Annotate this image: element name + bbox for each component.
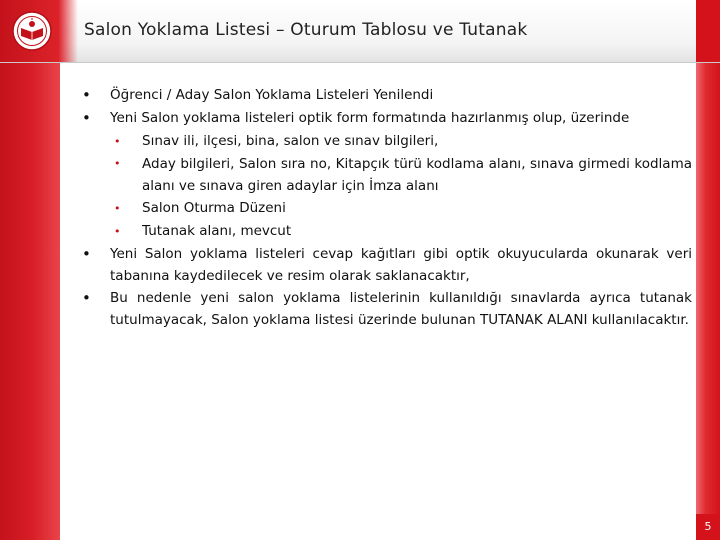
right-red-band — [696, 0, 720, 540]
sub-bullet: • — [114, 157, 121, 170]
bullet: • — [82, 86, 91, 104]
sub-list-item-text: Salon Oturma Düzeni — [142, 200, 286, 216]
page-title: Salon Yoklama Listesi – Oturum Tablosu ve Tutanak — [84, 20, 528, 40]
page-number: 5 — [696, 514, 720, 540]
title-bar — [0, 0, 720, 63]
sub-list-item — [82, 197, 692, 220]
sub-list-item-text: Tutanak alanı, mevcut — [142, 223, 292, 239]
ministry-logo-icon — [12, 11, 52, 51]
sub-list-item — [82, 220, 692, 243]
bullet: • — [82, 245, 91, 263]
list-item — [82, 287, 692, 331]
list-item-text: Yeni Salon yoklama listeleri cevap kağıtları gibi optik okuyucularda okunarak veri tabanına kaydedilecek ve resim olarak saklanacaktır, — [110, 246, 692, 284]
bullet: • — [82, 289, 91, 307]
left-red-band — [0, 0, 60, 540]
content-body — [82, 84, 692, 331]
list-item — [82, 243, 692, 287]
list-item-text: Yeni Salon yoklama listeleri optik form formatında hazırlanmış olup, üzerinde — [110, 110, 630, 126]
list-item — [82, 84, 692, 107]
title-red-accent-right — [696, 0, 720, 62]
list-item-text: Bu nedenle yeni salon yoklama listelerinin kullanıldığı sınavlarda ayrıca tutanak tutulmayacak, Salon yoklama listesi üzerinde bulunan TUTANAK ALANI kullanılacaktır. — [110, 290, 692, 328]
sub-list-item-text: Sınav ili, ilçesi, bina, salon ve sınav bilgileri, — [142, 133, 439, 149]
sub-list-item — [82, 153, 692, 197]
sub-list-item-text: Aday bilgileri, Salon sıra no, Kitapçık türü kodlama alanı, sınava girmedi kodlama alanı ve sınava giren adaylar için İmza alanı — [142, 156, 692, 194]
sub-bullet: • — [114, 225, 121, 238]
bullet: • — [82, 109, 91, 127]
sub-bullet: • — [114, 135, 121, 148]
sub-list-item — [82, 130, 692, 153]
list-item — [82, 107, 692, 130]
sub-bullet: • — [114, 202, 121, 215]
list-item-text: Öğrenci / Aday Salon Yoklama Listeleri Yenilendi — [110, 87, 434, 103]
